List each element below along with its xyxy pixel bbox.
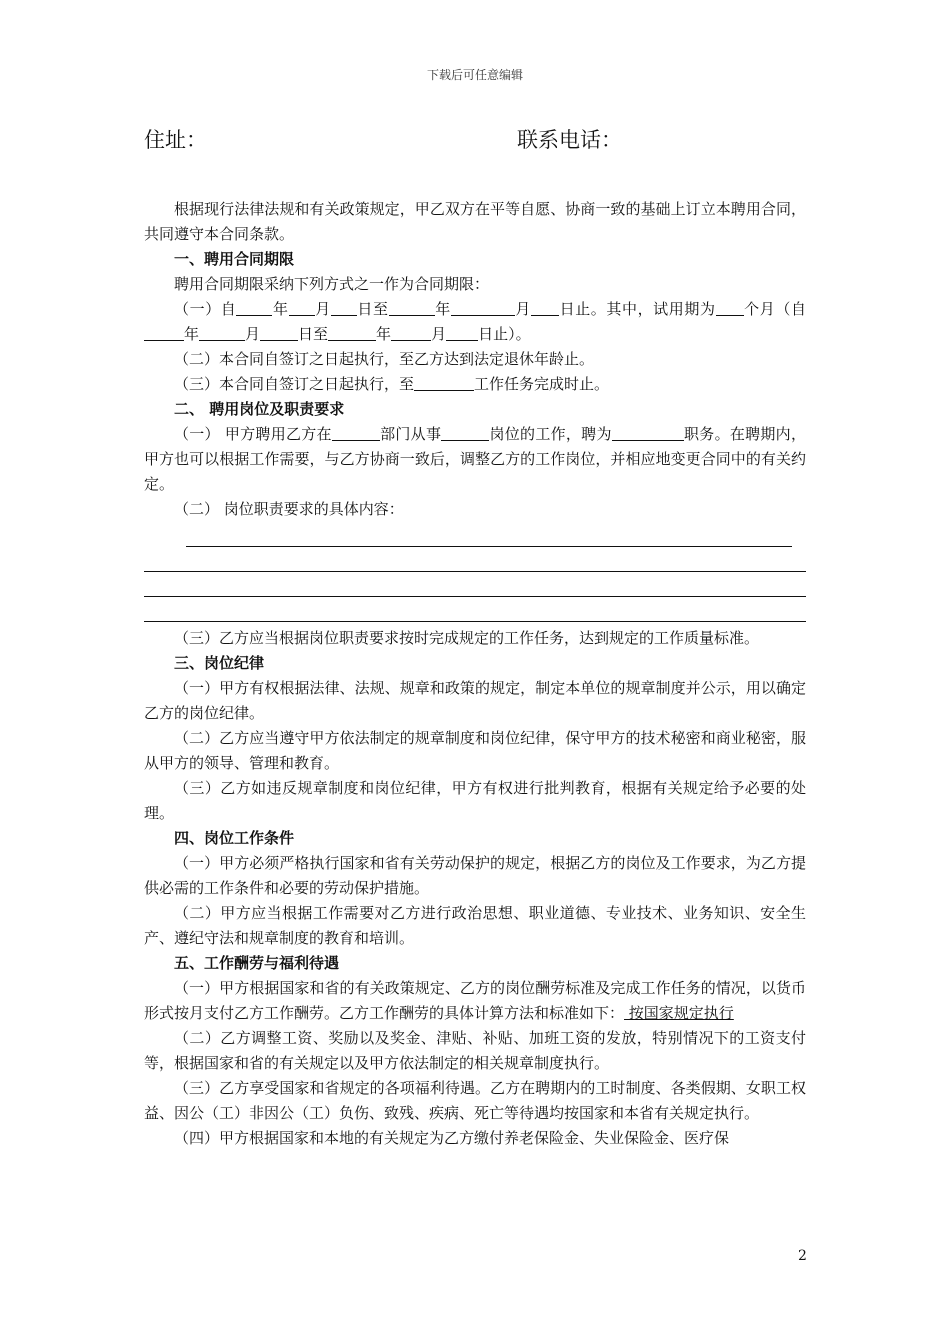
section-3-item-2: （二）乙方应当遵守甲方依法制定的规章制度和岗位纪律，保守甲方的技术秘密和商业秘密，服从甲方的领导、管理和教育。: [144, 729, 806, 772]
intro-paragraph: 根据现行法律法规和有关政策规定，甲乙双方在平等自愿、协商一致的基础上订立本聘用合同，共同遵守本合同条款。: [144, 200, 806, 243]
section-1-title: 一、聘用合同期限: [174, 250, 295, 268]
text-fragment: 月: [245, 325, 261, 343]
text-fragment: （一）自: [174, 300, 237, 318]
section-5-item-4: （四）甲方根据国家和本地的有关规定为乙方缴付养老保险金、失业保险金、医疗保: [174, 1129, 730, 1147]
blank-field[interactable]: [716, 298, 744, 316]
blank-field[interactable]: [289, 298, 315, 316]
text-fragment: 月: [314, 300, 331, 318]
section-2-item-3: （三）乙方应当根据岗位职责要求按时完成规定的工作任务，达到规定的工作质量标准。: [174, 629, 760, 647]
section-5-item-3: （三）乙方享受国家和省规定的各项福利待遇。乙方在聘期内的工时制度、各类假期、女职工权益、因公（工）非因公（工）负伤、致残、疾病、死亡等待遇均按国家和本省有关规定执行。: [144, 1079, 806, 1122]
section-5-item-1: [144, 976, 806, 1026]
section-3-item-1: （一）甲方有权根据法律、法规、规章和政策的规定，制定本单位的规章制度并公示，用以确定乙方的岗位纪律。: [144, 679, 806, 722]
text-fragment: 个月（自: [743, 300, 806, 318]
text-fragment: 日止。其中，试用期为: [559, 300, 716, 318]
text-fragment: （一）甲方根据国家和省的有关政策规定、乙方的岗位酬劳标准及完成工作任务的情况，以货币形式按月支付乙方工作酬劳。乙方工作酬劳的具体计算方法和标准如下：: [144, 979, 806, 1022]
section-2-item-1: [144, 422, 806, 497]
blank-answer-line[interactable]: [144, 597, 806, 622]
blank-field[interactable]: [389, 298, 435, 316]
section-5-title: 五、工作酬劳与福利待遇: [174, 954, 340, 972]
text-fragment: 年: [184, 325, 200, 343]
blank-field[interactable]: [414, 373, 474, 391]
section-2-title: 二、 聘用岗位及职责要求: [174, 400, 345, 418]
header-note: 下载后可任意编辑: [426, 68, 523, 82]
text-fragment: （三）本合同自签订之日起执行，至: [174, 375, 415, 393]
text-fragment: 月: [514, 300, 531, 318]
section-1-lead: 聘用合同期限采纳下列方式之一作为合同期限：: [174, 275, 490, 293]
blank-field[interactable]: [144, 323, 184, 341]
text-fragment: 工作任务完成时止。: [474, 375, 610, 393]
section-1-item-1: [144, 297, 806, 347]
blank-answer-line[interactable]: [186, 522, 792, 547]
text-fragment: 月: [431, 325, 447, 343]
address-label: 住址：: [144, 128, 207, 152]
section-4-item-2: （二）甲方应当根据工作需要对乙方进行政治思想、职业道德、专业技术、业务知识、安全生产、遵纪守法和规章制度的教育和培训。: [144, 904, 806, 947]
text-fragment: 职务。在聘期内，甲方也可以根据工作需要，与乙方协商一致后，调整乙方的工作岗位，并相应地变更合同中的有关约定。: [144, 425, 806, 493]
section-1-item-3: [144, 372, 806, 397]
section-3-title: 三、岗位纪律: [174, 654, 265, 672]
text-fragment: 年: [272, 300, 289, 318]
contact-row: [144, 124, 804, 154]
blank-field[interactable]: [331, 298, 357, 316]
text-fragment: （一） 甲方聘用乙方在: [174, 425, 332, 443]
section-2-item-2: （二） 岗位职责要求的具体内容：: [174, 500, 404, 518]
blank-field[interactable]: [199, 323, 245, 341]
blank-field[interactable]: [332, 423, 380, 441]
blank-field[interactable]: [446, 323, 478, 341]
section-4-item-1: （一）甲方必须严格执行国家和省有关劳动保护的规定，根据乙方的岗位及工作要求，为乙方提供必需的工作条件和必要的劳动保护措施。: [144, 854, 806, 897]
blank-field[interactable]: [451, 298, 515, 316]
blank-field[interactable]: [441, 423, 489, 441]
section-5-item-2: （二）乙方调整工资、奖励以及奖金、津贴、补贴、加班工资的发放，特别情况下的工资支付等，根据国家和省的有关规定以及甲方依法制定的相关规章制度执行。: [144, 1029, 806, 1072]
filled-value: 按国家规定执行: [624, 1004, 734, 1022]
page-number: 2: [798, 1248, 807, 1264]
text-fragment: 日至: [356, 300, 389, 318]
section-4-title: 四、岗位工作条件: [174, 829, 295, 847]
blank-field[interactable]: [391, 323, 431, 341]
contract-body: [144, 197, 806, 1151]
blank-field[interactable]: [612, 423, 684, 441]
text-fragment: 岗位的工作，聘为: [489, 425, 612, 443]
blank-field[interactable]: [260, 323, 298, 341]
text-fragment: 年: [434, 300, 451, 318]
section-3-item-3: （三）乙方如违反规章制度和岗位纪律，甲方有权进行批判教育，根据有关规定给予必要的处理。: [144, 779, 806, 822]
text-fragment: 日至: [298, 325, 329, 343]
phone-label: 联系电话：: [517, 128, 622, 152]
text-fragment: 年: [376, 325, 392, 343]
blank-answer-line[interactable]: [144, 572, 806, 597]
text-fragment: 部门从事: [379, 425, 442, 443]
text-fragment: 日止）。: [478, 325, 531, 343]
blank-field[interactable]: [236, 298, 272, 316]
blank-field[interactable]: [531, 298, 559, 316]
section-1-item-2: （二）本合同自签订之日起执行，至乙方达到法定退休年龄止。: [174, 350, 595, 368]
blank-field[interactable]: [328, 323, 376, 341]
blank-answer-line[interactable]: [144, 547, 806, 572]
